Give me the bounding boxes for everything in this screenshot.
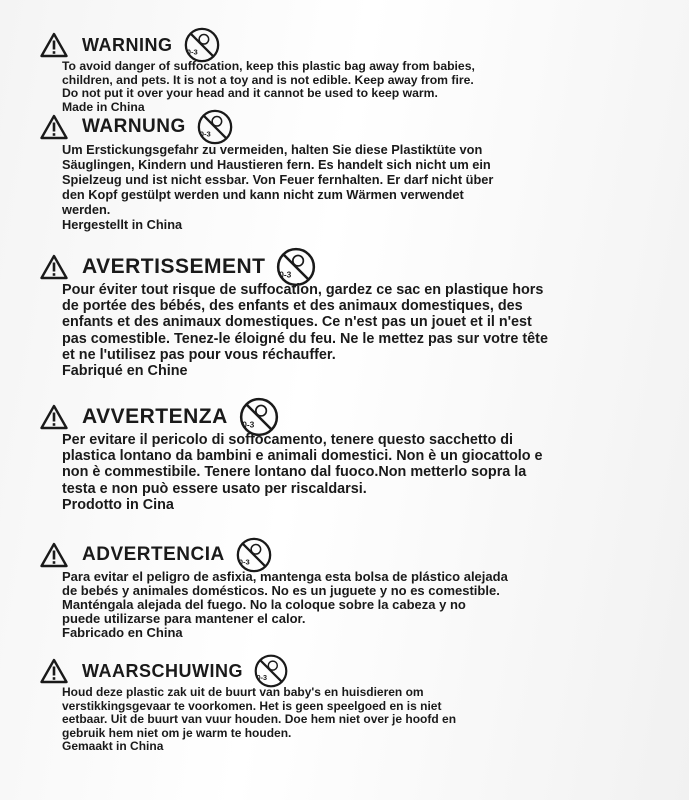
section-header <box>40 540 669 570</box>
warning-text: Para evitar el peligro de asfixia, mantenga esta bolsa de plástico alejada de bebés y animales domésticos. No es un juguete y no es comestible. Manténgala alejada del fuego. No la coloque sobre la cabeza y no puede utilizarse para mantener el calor. <box>62 569 508 626</box>
section-english <box>40 30 669 114</box>
age-label: 0-3 <box>199 129 211 139</box>
warning-title: AVVERTENZA <box>82 405 228 428</box>
warning-triangle-icon <box>40 658 68 684</box>
made-in-label: Made in China <box>62 99 145 114</box>
warning-text: Pour éviter tout risque de suffocation, gardez ce sac en plastique hors de portée des bébés, des enfants et des animaux domestiques, des enfants et des animaux domestiques. Ce n'est pas un jouet et il n'est pas comestible. Tenez-le éloigné du feu. Ne le mettez pas sur votre tête et ne l'utilisez pas pour vous réchauffer. <box>62 282 548 363</box>
warning-text: Houd deze plastic zak uit de buurt van baby's en huisdieren om verstikkingsgevaar te voorkomen. Het is geen speelgoed en is niet eetbaar. Uit de buurt van vuur houden. Doe hem niet over je hoofd en gebruik hem niet om je warm te houden. <box>62 685 457 740</box>
no-under-3-age-icon <box>253 653 289 689</box>
made-in-label: Hergestellt in China <box>62 217 183 232</box>
age-label: 0-3 <box>279 269 292 280</box>
section-header <box>40 656 669 686</box>
warning-triangle-icon <box>40 114 68 140</box>
warning-triangle-icon <box>40 254 68 280</box>
no-under-3-age-icon <box>196 108 234 146</box>
age-label: 0-3 <box>238 557 250 567</box>
warning-text: Um Erstickungsgefahr zu vermeiden, halten Sie diese Plastiktüte von Säuglingen, Kindern und Haustieren fern. Es handelt sich nicht um ein Spielzeug und ist nicht essbar. Von Feuer fernhalten. Er darf nicht über den Kopf gestülpt werden und kann nicht zum Wärmen verwendet werden. <box>62 142 494 217</box>
age-label: 0-3 <box>241 419 255 430</box>
made-in-label: Gemaakt in China <box>62 739 164 753</box>
section-italian <box>40 402 669 513</box>
warning-title: AVERTISSEMENT <box>82 255 266 278</box>
made-in-label: Fabriqué en Chine <box>62 363 188 380</box>
section-header <box>40 252 669 282</box>
warning-title: WARNUNG <box>82 116 186 137</box>
section-header <box>40 402 669 432</box>
age-label: 0-3 <box>186 47 198 57</box>
made-in-label: Fabricado en China <box>62 625 183 640</box>
section-dutch <box>40 656 669 754</box>
warning-triangle-icon <box>40 404 68 430</box>
warning-triangle-icon <box>40 542 68 568</box>
warning-title: ADVERTENCIA <box>82 544 225 565</box>
age-label: 0-3 <box>256 673 267 682</box>
warning-title: WAARSCHUWING <box>82 660 243 681</box>
section-german <box>40 112 669 232</box>
section-header <box>40 112 669 142</box>
section-french <box>40 252 669 379</box>
warning-text: To avoid danger of suffocation, keep this plastic bag away from babies, children, and pets. It is not a toy and is not edible. Keep away from fire. Do not put it over your head and it cannot be used to keep warm. <box>62 59 475 100</box>
warning-title: WARNING <box>82 34 173 55</box>
warning-text: Per evitare il pericolo di soffocamento, tenere questo sacchetto di plastica lontano da bambini e animali domestici. Non è un giocattolo e non è commestibile. Tenere lontano dal fuoco.Non metterlo sopra la testa e non può essere usato per riscaldarsi. <box>62 432 543 497</box>
section-header <box>40 30 669 60</box>
section-spanish <box>40 540 669 640</box>
made-in-label: Prodotto in Cina <box>62 496 174 513</box>
warning-triangle-icon <box>40 32 68 58</box>
